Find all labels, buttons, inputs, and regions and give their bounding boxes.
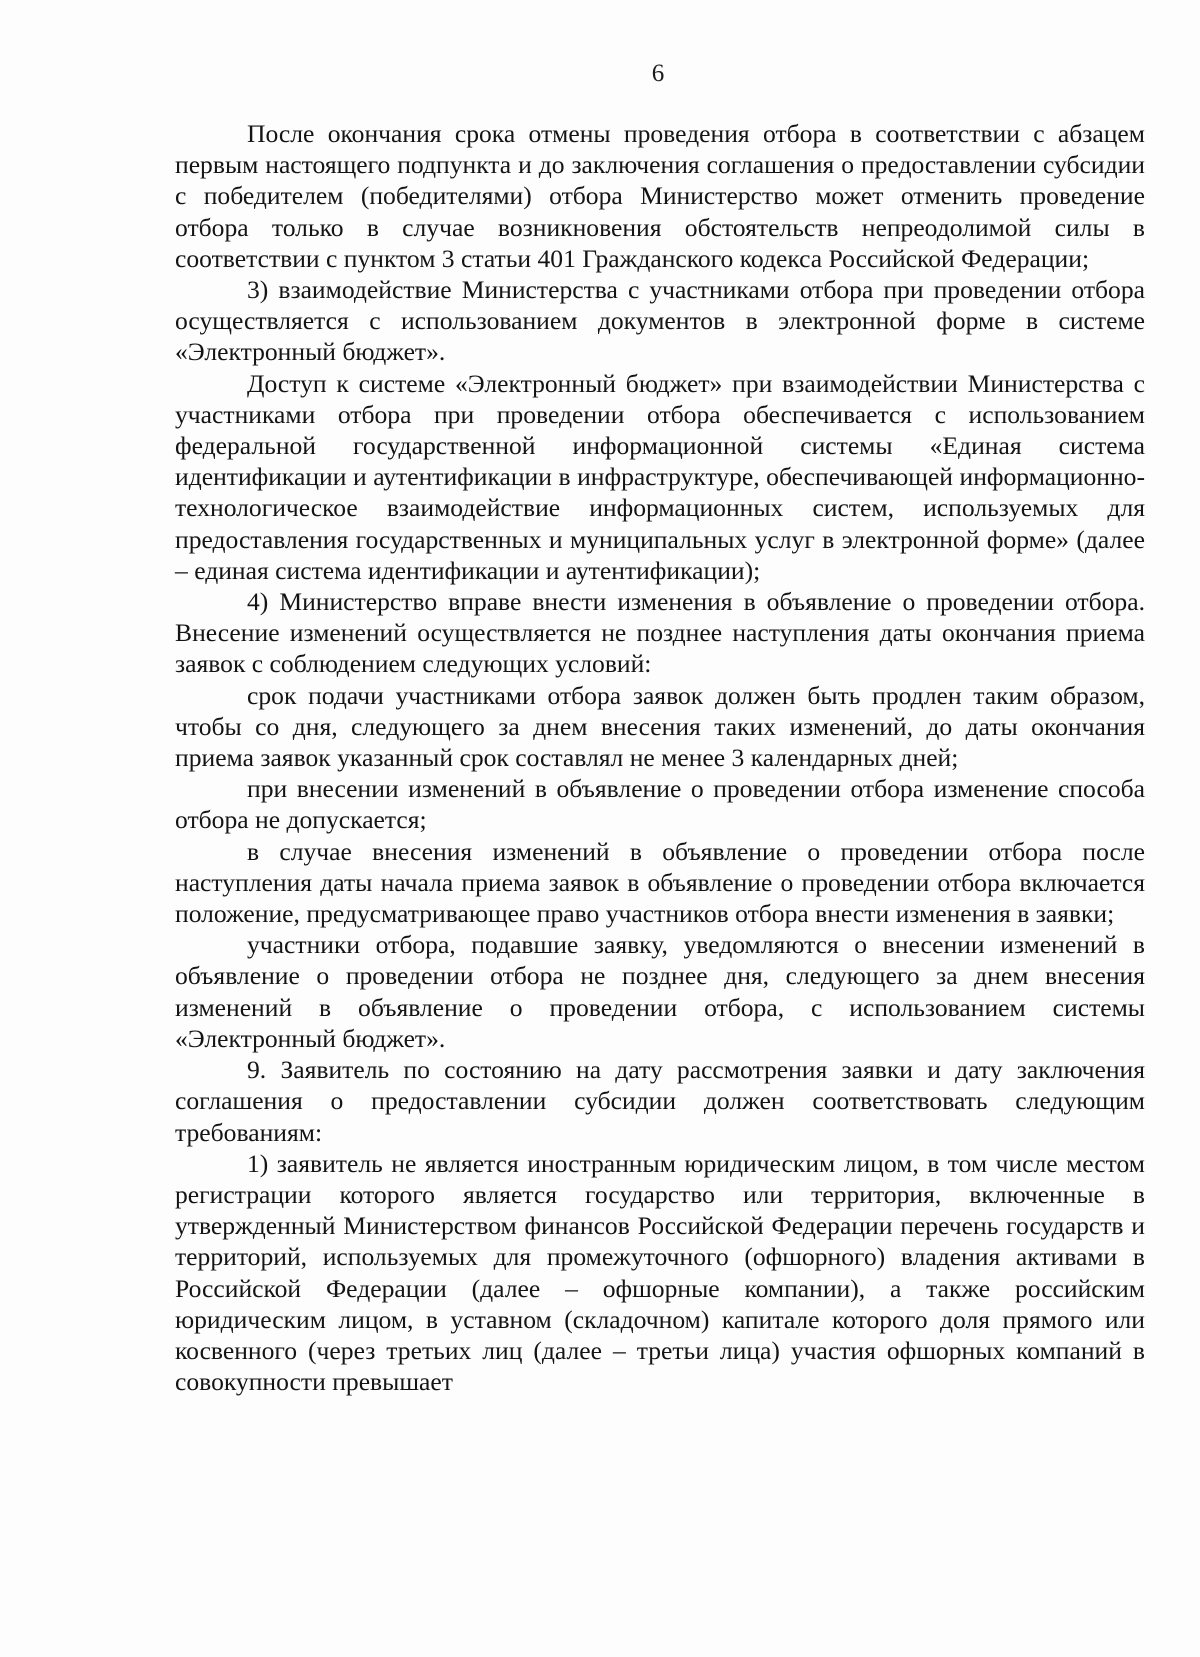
paragraph-cancellation-after-deadline: После окончания срока отмены проведения отбора в соответствии с абзацем первым настоящего подпункта и до заключения соглашения о предоставлении субсидии с победителем (победителями) отбора Министерство может отменить проведение отбора только в случае возникновения обстоятельств непреодолимой силы в соответствии с пунктом 3 статьи 401 Гражданского кодекса Российской Федерации; [175,119,1145,273]
paragraph-section-9-requirements: 9. Заявитель по состоянию на дату рассмотрения заявки и дату заключения соглашения о предоставлении субсидии должен соответствовать следующим требованиям: [175,1055,1145,1147]
paragraph-item-3-electronic-interaction: 3) взаимодействие Министерства с участниками отбора при проведении отбора осуществляется с использованием документов в электронной форме в системе «Электронный бюджет». [175,275,1145,367]
paragraph-method-unchanged: при внесении изменений в объявление о проведении отбора изменение способа отбора не допускается; [175,774,1145,835]
document-body [175,118,1145,1397]
page-number: 6 [651,60,665,87]
paragraph-participants-notified: участники отбора, подавшие заявку, уведомляются о внесении изменений в объявление о проведении отбора не позднее дня, следующего за днем внесения изменений в объявление о проведении отбора, с использованием системы «Электронный бюджет». [175,930,1145,1053]
paragraph-item-4-changes: 4) Министерство вправе внести изменения в объявление о проведении отбора. Внесение изменений осуществляется не позднее наступления даты окончания приема заявок с соблюдением следующих условий: [175,587,1145,679]
paragraph-changes-after-start: в случае внесения изменений в объявление о проведении отбора после наступления даты начала приема заявок в объявление о проведении отбора включается положение, предусматривающее право участников отбора внести изменения в заявки; [175,836,1145,929]
paragraph-deadline-extension: срок подачи участниками отбора заявок должен быть продлен таким образом, чтобы со дня, следующего за днем внесения таких изменений, до даты окончания приема заявок указанный срок составлял не менее 3 календарных дней; [175,680,1145,773]
paragraph-requirement-1-offshore: 1) заявитель не является иностранным юридическим лицом, в том числе местом регистрации которого является государство или территория, включенные в утвержденный Министерством финансов Российской Федерации перечень государств и территорий, используемых для промежуточного (офшорного) владения активами в Российской Федерации (далее – офшорные компании), а также российским юридическим лицом, в уставном (складочном) капитале которого доля прямого или косвенного (через третьих лиц (далее – третьи лица) участия офшорных компаний в совокупности превышает [175,1148,1145,1397]
paragraph-system-access: Доступ к системе «Электронный бюджет» при взаимодействии Министерства с участниками отбора при проведении отбора обеспечивается с использованием федеральной государственной информационной системы «Единая система идентификации и аутентификации в инфраструктуре, обеспечивающей информационно-технологическое взаимодействие информационных систем, используемых для предоставления государственных и муниципальных услуг в электронной форме» (далее – единая система идентификации и аутентификации); [175,368,1145,585]
